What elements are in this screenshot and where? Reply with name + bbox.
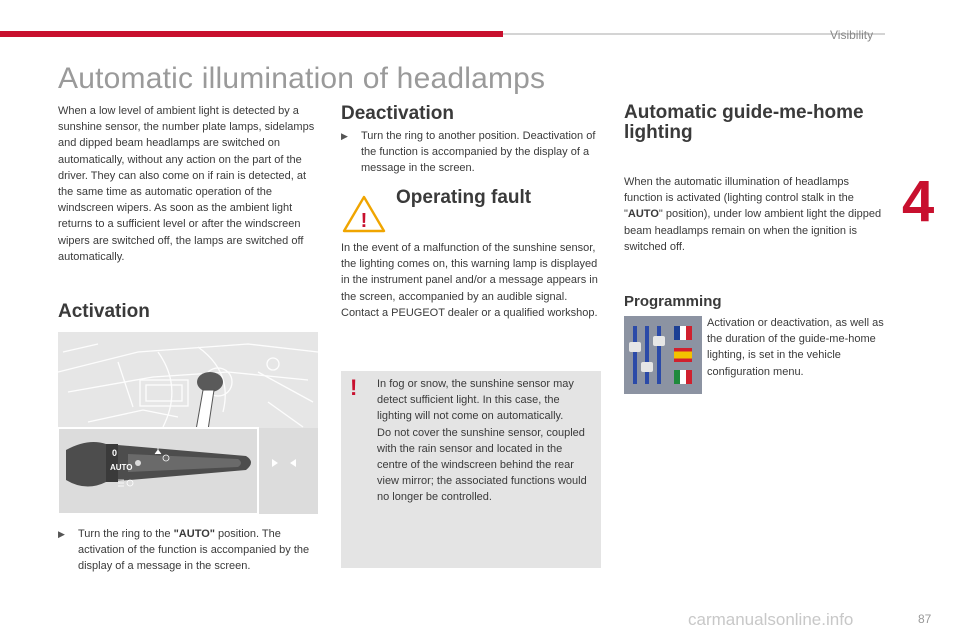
activation-step-text: Turn the ring to the "AUTO" position. The activation of the function is accompanied by the display of a message in the screen. xyxy=(78,528,310,573)
settings-sliders-icon xyxy=(629,326,665,384)
header-red-bar xyxy=(0,31,503,37)
programming-text: Activation or deactivation, as well as the duration of the guide-me-home lighting, is set in the vehicle configuration menu. xyxy=(707,317,884,378)
deactivation-step-text: Turn the ring to another position. Deactivation of the function is accompanied by the display of a message in the screen. xyxy=(361,130,596,175)
warning-triangle-icon xyxy=(341,194,387,234)
activation-heading: Activation xyxy=(58,301,150,322)
exclamation-icon: ! xyxy=(350,375,358,400)
bullet-arrow-icon: ▶ xyxy=(341,131,348,141)
svg-text:!: ! xyxy=(360,210,368,232)
stalk-label-zero: 0 xyxy=(112,448,118,458)
deactivation-heading: Deactivation xyxy=(341,103,454,124)
chapter-number: 4 xyxy=(902,169,935,234)
dashboard-drawing xyxy=(58,332,318,514)
page-title: Automatic illumination of headlamps xyxy=(58,62,546,95)
flag-spain-icon xyxy=(674,348,692,362)
flag-france-icon xyxy=(674,326,692,340)
guide-me-home-text: When the automatic illumination of headlamps function is activated (lighting control stalk in the "AUTO" position), under low ambient light the dipped beam headlamps remain on when the ignition is switched off. xyxy=(624,176,882,253)
guide-me-home-heading: Automatic guide-me-home lighting xyxy=(624,102,864,143)
header-grey-line xyxy=(503,33,885,35)
page-number: 87 xyxy=(918,612,932,626)
stalk-label-auto: AUTO xyxy=(110,463,133,472)
watermark: carmanualsonline.info xyxy=(688,610,854,629)
programming-heading: Programming xyxy=(624,293,722,310)
lighting-stalk-illustration xyxy=(58,332,318,514)
deactivation-step xyxy=(341,128,603,177)
flag-italy-icon xyxy=(674,370,692,384)
fault-text: In the event of a malfunction of the sunshine sensor, the lighting comes on, this warning lamp is displayed in the instrument panel and/or a message appears in the screen, accompanied by an audible signal. Contact a PEUGEOT dealer or a qualified workshop. xyxy=(341,242,598,319)
activation-step xyxy=(58,526,320,575)
section-name: Visibility xyxy=(830,28,874,42)
intro-paragraph: When a low level of ambient light is detected by a sunshine sensor, the number plate lamps, sidelamps and dipped beam headlamps are switched on automatically, without any action on the part of the driver. They can also come on if rain is detected, at the same time as automatic operation of the windscreen wipers. As soon as the ambient light returns to a sufficient level or after the windscreen wipers are switched off, the lamps are switched off automatically. xyxy=(58,105,315,263)
operating-fault-heading: Operating fault xyxy=(396,187,532,208)
bullet-arrow-icon: ▶ xyxy=(58,529,65,539)
note-text: In fog or snow, the sunshine sensor may detect sufficient light. In this case, the lighting will not come on automatically. Do not cover the sunshine sensor, coupled with the rain sensor and located in the centre of the windscreen behind the rear view mirror; the associated functions would no longer be controlled. xyxy=(377,378,587,504)
configuration-menu-image xyxy=(624,316,702,394)
